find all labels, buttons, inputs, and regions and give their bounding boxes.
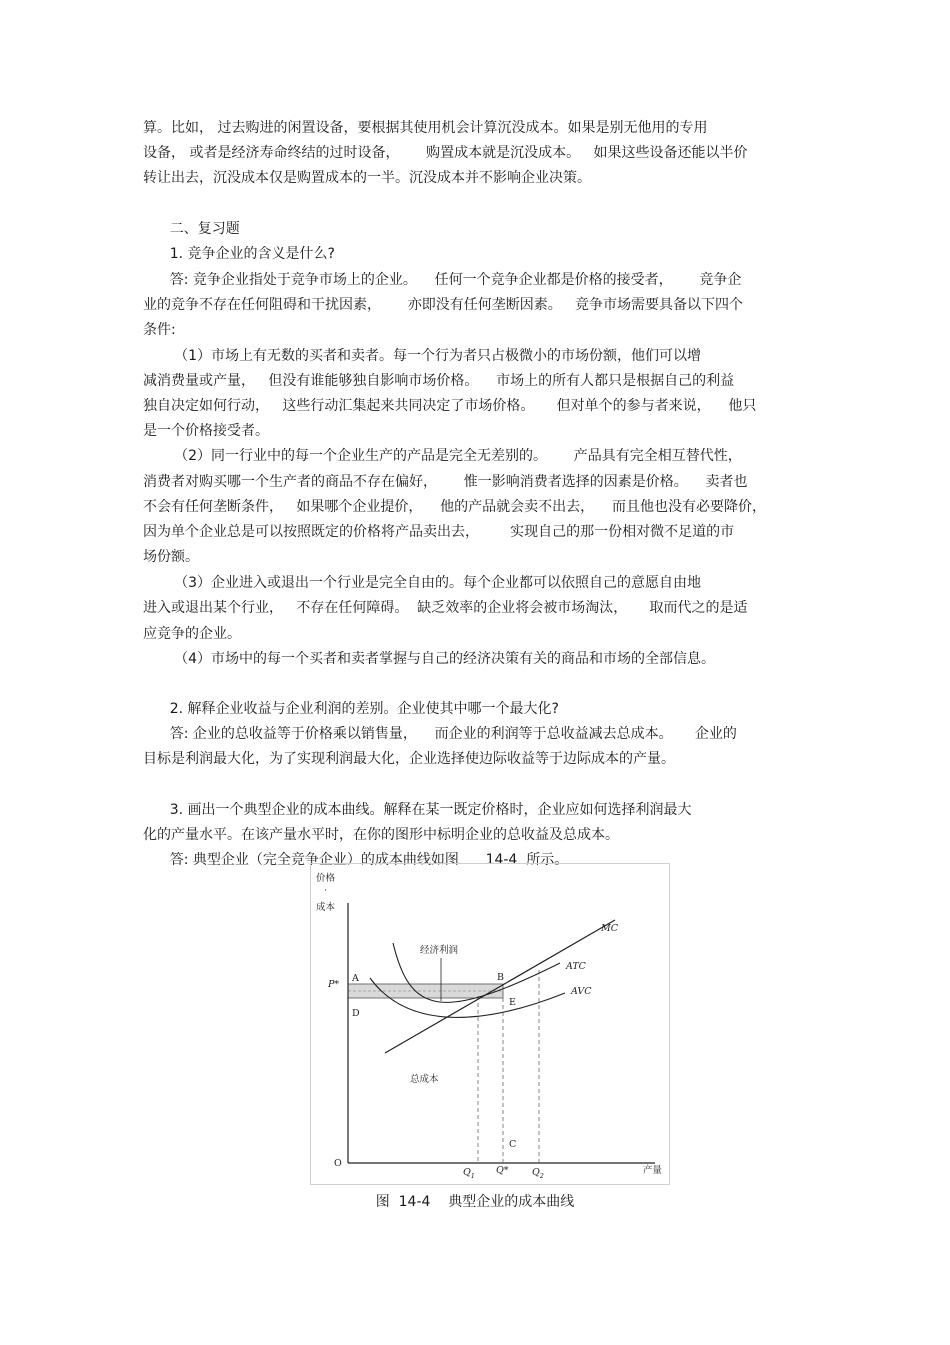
text-line: 消费者对购买哪一个生产者的商品不存在偏好， 惟一影响消费者选择的因素是价格。 卖者也 xyxy=(143,474,748,490)
text-line: 2. 解释企业收益与企业利润的差别。企业使其中哪一个最大化? xyxy=(143,701,559,717)
text-line: 二、复习题 xyxy=(143,221,240,237)
y-axis-label-2: 成本 xyxy=(316,902,336,913)
x-axis-label: 产量 xyxy=(643,1165,663,1176)
text-line: 不会有任何垄断条件， 如果哪个企业提价， 他的产品就会卖不出去， 而且他也没有必要降价， xyxy=(143,499,766,515)
text-line: 独自决定如何行动， 这些行动汇集起来共同决定了市场价格。 但对单个的参与者来说， 他只 xyxy=(143,398,757,414)
y-axis-label-1: 价格 xyxy=(316,873,336,884)
text-line: 场份额。 xyxy=(143,549,199,565)
price-label: P* xyxy=(328,979,340,990)
atc-label: ATC xyxy=(566,961,586,972)
text-line: 因为单个企业总是可以按照既定的价格将产品卖出去， 实现自己的那一份相对微不足道的市 xyxy=(143,524,735,540)
cost-curve-figure xyxy=(310,863,670,1185)
total-cost-label: 总成本 xyxy=(410,1074,439,1085)
text-line: 答: 典型企业（完全竞争企业）的成本曲线如图 14-4 所示。 xyxy=(143,852,569,868)
text-line: 答: 竞争企业指处于竞争市场上的企业。 任何一个竞争企业都是价格的接受者， 竞争企 xyxy=(143,272,742,288)
text-line: （1）市场上有无数的买者和卖者。每一个行为者只占极微小的市场份额，他们可以增 xyxy=(143,348,702,364)
text-line: 目标是利润最大化，为了实现利润最大化，企业选择使边际收益等于边际成本的产量。 xyxy=(143,751,675,767)
text-line: 减消费量或产量， 但没有谁能够独自影响市场价格。 市场上的所有人都只是根据自己的利益 xyxy=(143,373,735,389)
cost-curve-diagram xyxy=(310,863,670,1185)
text-line: 化的产量水平。在该产量水平时，在你的图形中标明企业的总收益及总成本。 xyxy=(143,827,619,843)
text-line: 转让出去，沉没成本仅是购置成本的一半。沉没成本并不影响企业决策。 xyxy=(143,170,591,186)
avc-label: AVC xyxy=(571,986,592,997)
text-line: （3）企业进入或退出一个行业是完全自由的。每个企业都可以依照自己的意愿自由地 xyxy=(143,575,702,591)
figure-frame xyxy=(311,864,670,1185)
point-e-label: E xyxy=(509,997,516,1008)
economic-profit-label: 经济利润 xyxy=(420,945,459,956)
text-line: 算。比如， 过去购进的闲置设备，要根据其使用机会计算沉没成本。如果是别无他用的专用 xyxy=(143,120,708,136)
text-line: 1. 竞争企业的含义是什么? xyxy=(143,246,335,262)
point-b-label: B xyxy=(497,972,504,983)
figure-caption: 图 14-4 典型企业的成本曲线 xyxy=(375,1194,575,1210)
point-a-label: A xyxy=(352,973,359,984)
mc-label: MC xyxy=(601,923,618,934)
q2-label: $Q_2$ xyxy=(532,1167,544,1180)
origin-label: O xyxy=(334,1158,342,1169)
point-c-label: C xyxy=(509,1139,517,1150)
text-line: 进入或退出某个行业， 不存在任何障碍。 缺乏效率的企业将会被市场淘汰， 取而代之的是适 xyxy=(143,600,748,616)
text-line: 业的竞争不存在任何阻碍和干扰因素， 亦即没有任何垄断因素。 竞争市场需要具备以下四个 xyxy=(143,297,744,313)
text-line: 3. 画出一个典型企业的成本曲线。解释在某一既定价格时，企业应如何选择利润最大 xyxy=(143,802,692,818)
text-line: （4）市场中的每一个买者和卖者掌握与自己的经济决策有关的商品和市场的全部信息。 xyxy=(143,651,716,667)
text-line: 条件: xyxy=(143,322,176,338)
point-d-label: D xyxy=(352,1008,360,1019)
text-line: 设备， 或者是经济寿命终结的过时设备， 购置成本就是沉没成本。 如果这些设备还能以半价 xyxy=(143,145,748,161)
qstar-label: Q* xyxy=(496,1165,509,1176)
text-line: 答: 企业的总收益等于价格乘以销售量， 而企业的利润等于总收益减去总成本。 企业的 xyxy=(143,726,737,742)
text-line: 是一个价格接受者。 xyxy=(143,423,269,439)
q1-label: $Q_1$ xyxy=(463,1167,475,1180)
y-axis-label-dot: · xyxy=(324,885,328,896)
text-line: 应竞争的企业。 xyxy=(143,626,241,642)
text-line: （2）同一行业中的每一个企业生产的产品是完全无差别的。 产品具有完全相互替代性， xyxy=(143,448,742,464)
